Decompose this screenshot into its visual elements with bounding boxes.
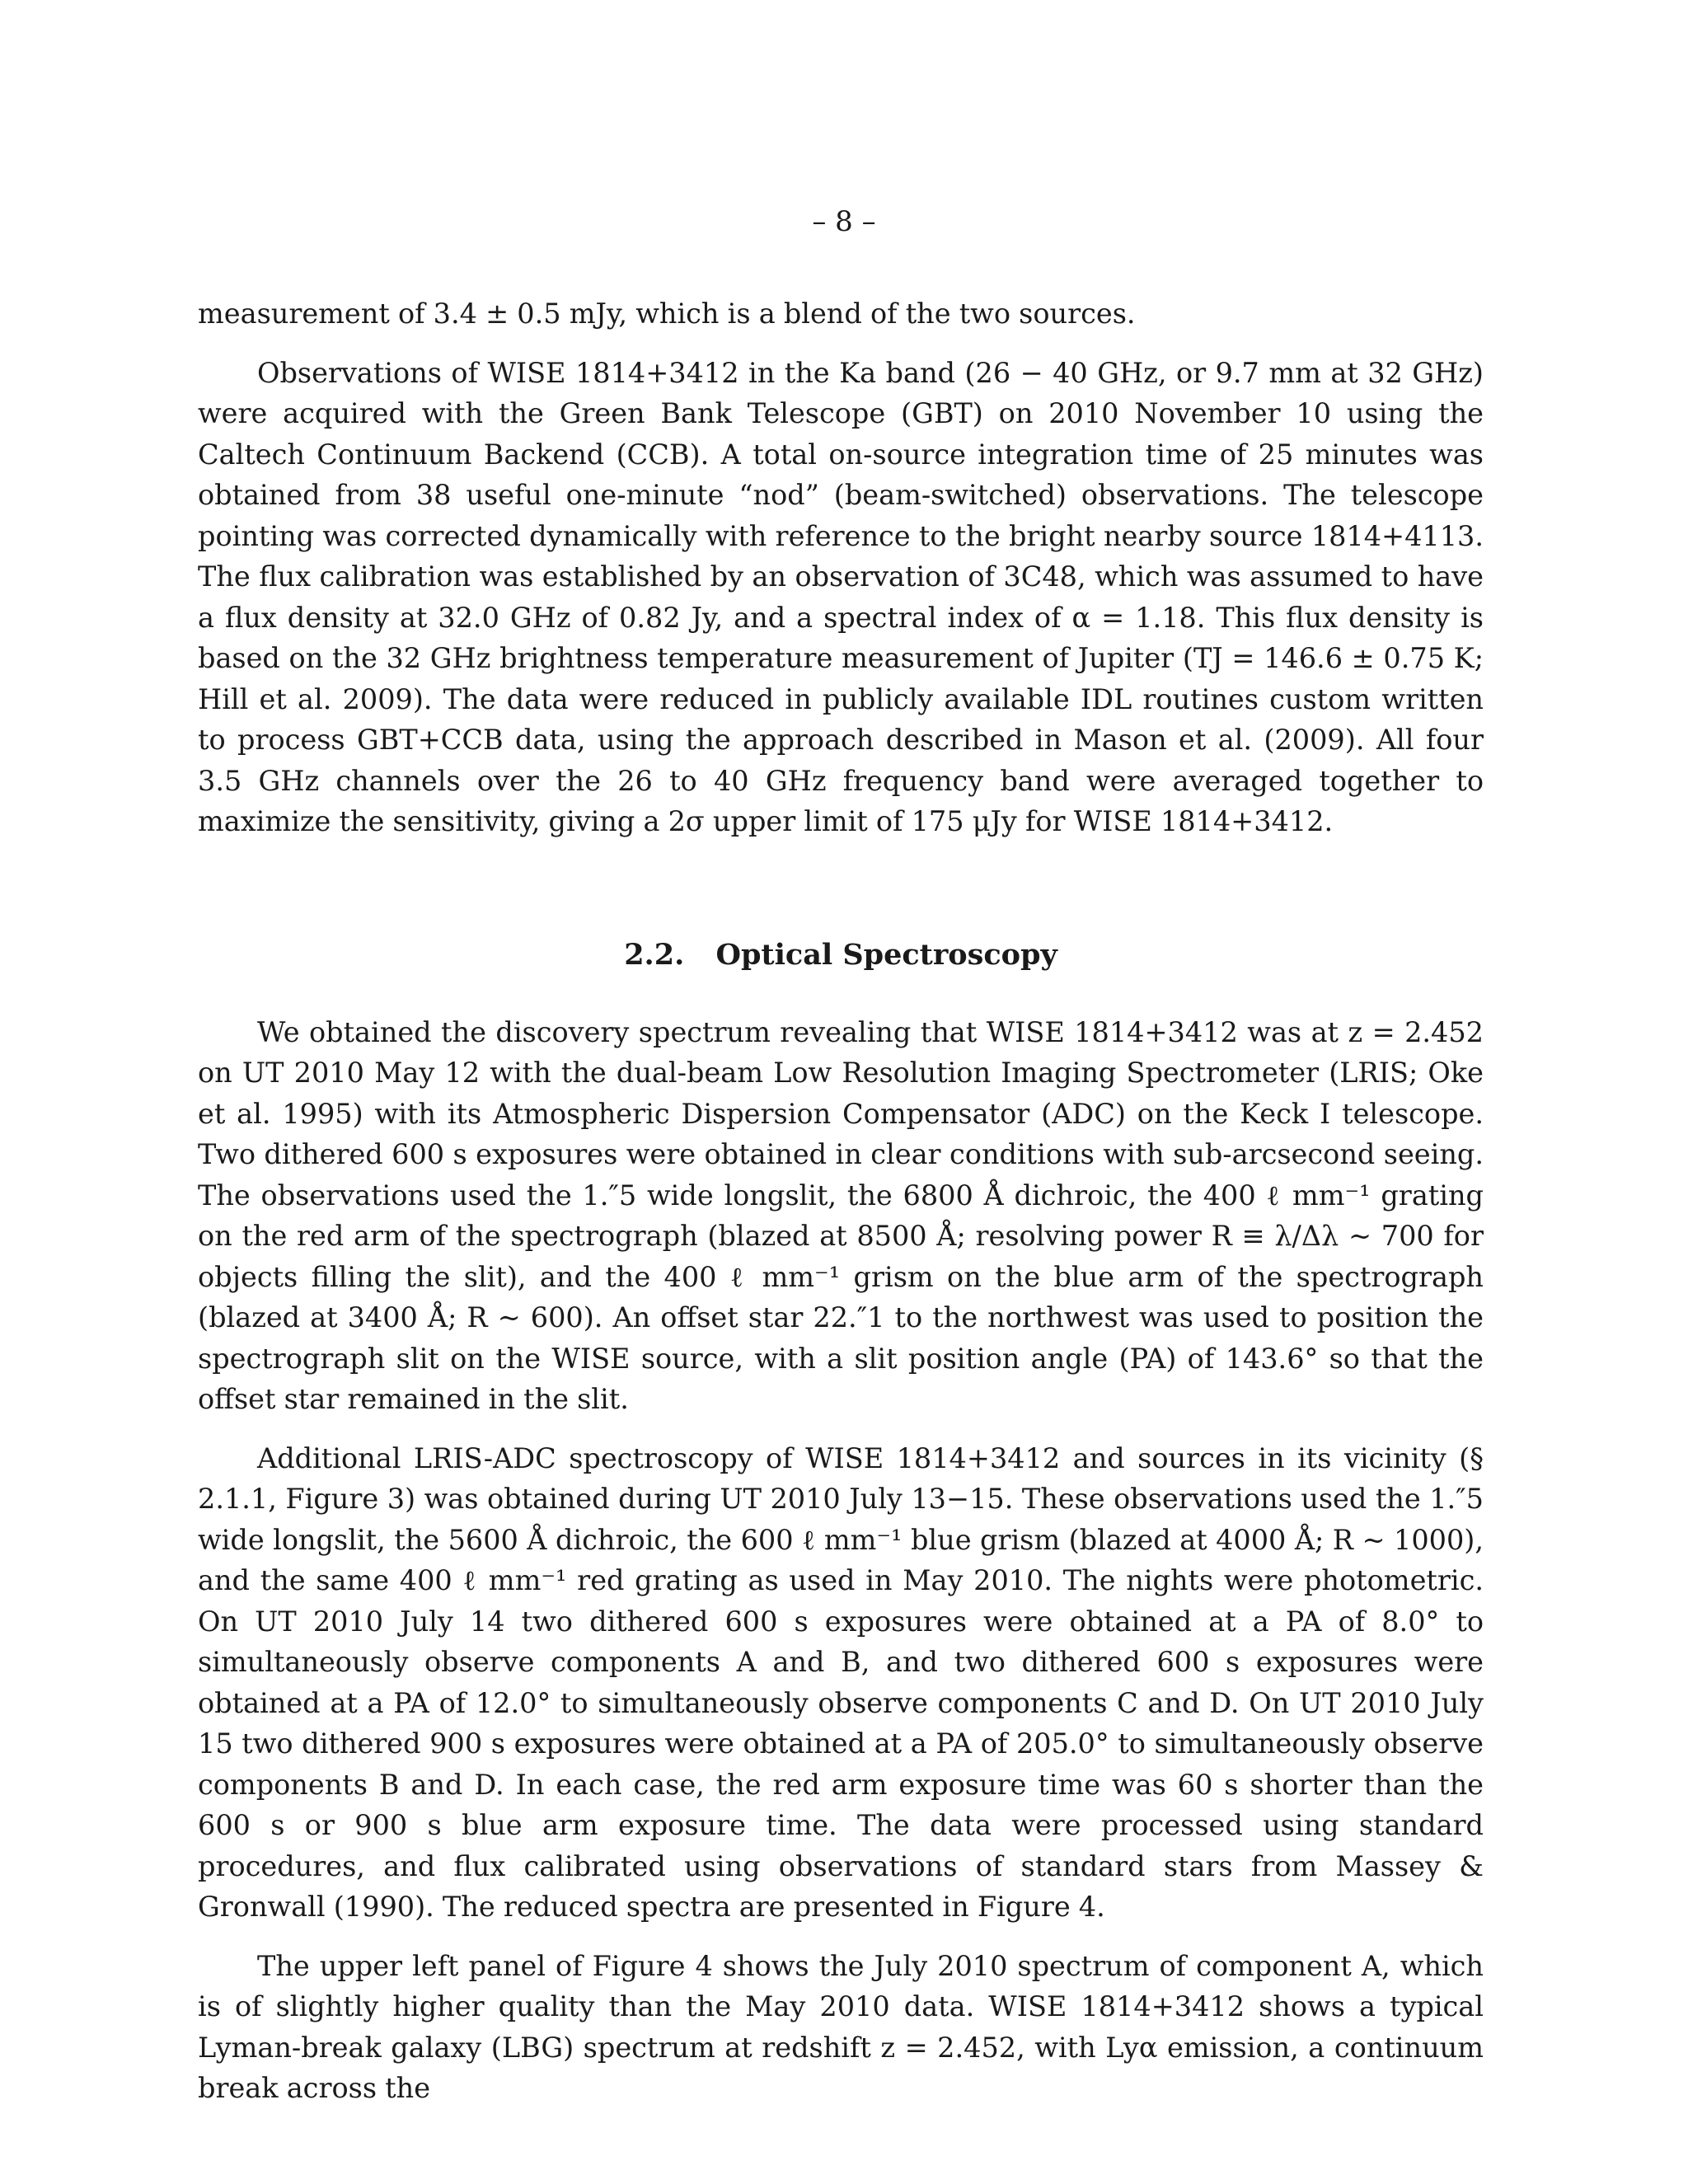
paragraph-gbt-observations: Observations of WISE 1814+3412 in the Ka band (26 − 40 GHz, or 9.7 mm at 32 GHz) were acquired with the Green Bank Telescope (GBT) on 2010 November 10 using the Caltech Continuum Backend (CCB). A total on-source integration time of 25 minutes was obtained from 38 useful one-minute “nod” (beam-switched) observations. The telescope pointing was corrected dynamically with reference to the bright nearby source 1814+4113. The flux calibration was established by an observation of 3C48, which was assumed to have a flux density at 32.0 GHz of 0.82 Jy, and a spectral index of α = 1.18. This flux density is based on the 32 GHz brightness temperature measurement of Jupiter (TJ = 146.6 ± 0.75 K; Hill et al. 2009). The data were reduced in publicly available IDL routines custom written to process GBT+CCB data, using the approach described in Mason et al. (2009). All four 3.5 GHz channels over the 26 to 40 GHz frequency band were averaged together to maximize the sensitivity, giving a 2σ upper limit of 175 μJy for WISE 1814+3412. [198, 356, 1484, 837]
page-number: – 8 – [812, 205, 876, 238]
paragraph-continuation: measurement of 3.4 ± 0.5 mJy, which is a blend of the two sources. [198, 298, 1136, 330]
paragraph-additional-spectroscopy: Additional LRIS-ADC spectroscopy of WISE 1814+3412 and sources in its vicinity (§ 2.1.1, Figure 3) was obtained during UT 2010 July 13−15. These observations used the 1.″5 wide longslit, the 5600 Å dichroic, the 600 ℓ mm⁻¹ blue grism (blazed at 4000 Å; R ∼ 1000), and the same 400 ℓ mm⁻¹ red grating as used in May 2010. The nights were photometric. On UT 2010 July 14 two dithered 600 s exposures were obtained at a PA of 8.0° to simultaneously observe components A and B, and two dithered 600 s exposures were obtained at a PA of 12.0° to simultaneously observe components C and D. On UT 2010 July 15 two dithered 900 s exposures were obtained at a PA of 205.0° to simultaneously observe components B and D. In each case, the red arm exposure time was 60 s shorter than the 600 s or 900 s blue arm exposure time. The data were processed using standard procedures, and flux calibrated using observations of standard stars from Massey & Gronwall (1990). The reduced spectra are presented in Figure 4. [198, 1441, 1484, 1923]
section-number: 2.2. [624, 937, 685, 972]
section-title: Optical Spectroscopy [715, 937, 1057, 972]
section-heading [198, 935, 1484, 976]
paragraph-figure-4-description: The upper left panel of Figure 4 shows the July 2010 spectrum of component A, which is of slightly higher quality than the May 2010 data. WISE 1814+3412 shows a typical Lyman-break galaxy (LBG) spectrum at redshift z = 2.452, with Lyα emission, a continuum break across the [198, 1949, 1484, 2104]
body-text [198, 293, 1484, 2109]
paragraph-discovery-spectrum: We obtained the discovery spectrum revealing that WISE 1814+3412 was at z = 2.452 on UT 2010 May 12 with the dual-beam Low Resolution Imaging Spectrometer (LRIS; Oke et al. 1995) with its Atmospheric Dispersion Compensator (ADC) on the Keck I telescope. Two dithered 600 s exposures were obtained in clear conditions with sub-arcsecond seeing. The observations used the 1.″5 wide longslit, the 6800 Å dichroic, the 400 ℓ mm⁻¹ grating on the red arm of the spectrograph (blazed at 8500 Å; resolving power R ≡ λ/Δλ ∼ 700 for objects filling the slit), and the 400 ℓ mm⁻¹ grism on the blue arm of the spectrograph (blazed at 3400 Å; R ∼ 600). An offset star 22.″1 to the northwest was used to position the spectrograph slit on the WISE source, with a slit position angle (PA) of 143.6° so that the offset star remained in the slit. [198, 1015, 1484, 1415]
